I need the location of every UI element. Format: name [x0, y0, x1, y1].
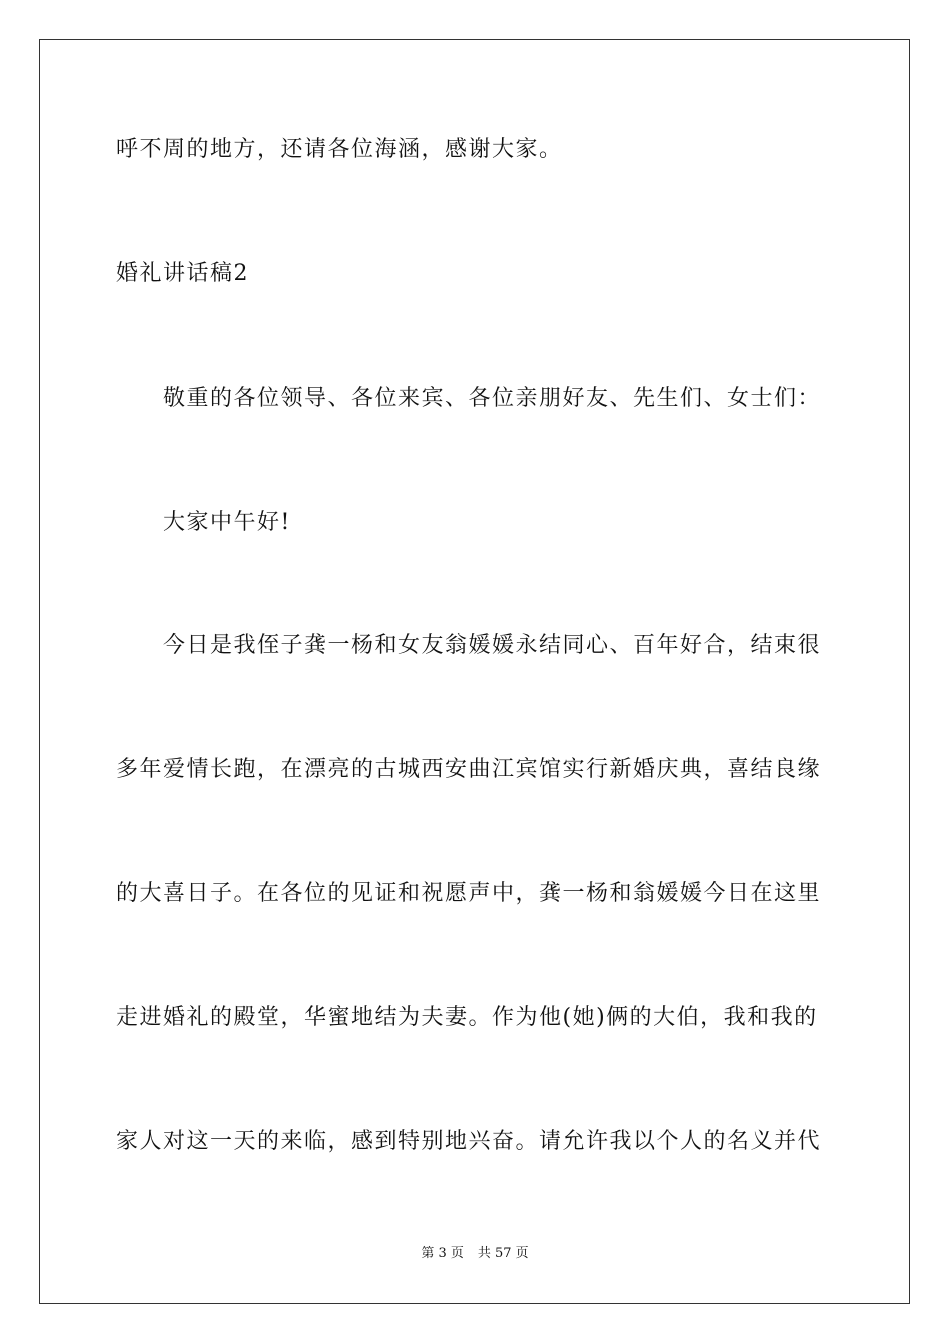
- current-page-number: 第 3 页: [421, 1246, 464, 1261]
- paragraph-line: 家人对这一天的来临，感到特别地兴奋。请允许我以个人的名义并代: [116, 1129, 822, 1154]
- section-heading: 婚礼讲话稿2: [116, 261, 249, 286]
- greeting-line: 大家中午好!: [163, 510, 291, 535]
- page-footer: [0, 1245, 950, 1263]
- salutation-line: 敬重的各位领导、各位来宾、各位亲朋好友、先生们、女士们：: [163, 386, 822, 411]
- paragraph-line: 今日是我侄子龚一杨和女友翁媛媛永结同心、百年好合，结束很: [163, 633, 822, 658]
- paragraph-line: 走进婚礼的殿堂，华蜜地结为夫妻。作为他(她)俩的大伯，我和我的: [116, 1005, 818, 1030]
- paragraph-line: 呼不周的地方，还请各位海涵，感谢大家。: [116, 137, 563, 162]
- total-page-count: 共 57 页: [477, 1246, 529, 1261]
- page-border: [39, 39, 910, 1304]
- paragraph-line: 的大喜日子。在各位的见证和祝愿声中，龚一杨和翁媛媛今日在这里: [116, 881, 822, 906]
- paragraph-line: 多年爱情长跑，在漂亮的古城西安曲江宾馆实行新婚庆典，喜结良缘: [116, 757, 822, 782]
